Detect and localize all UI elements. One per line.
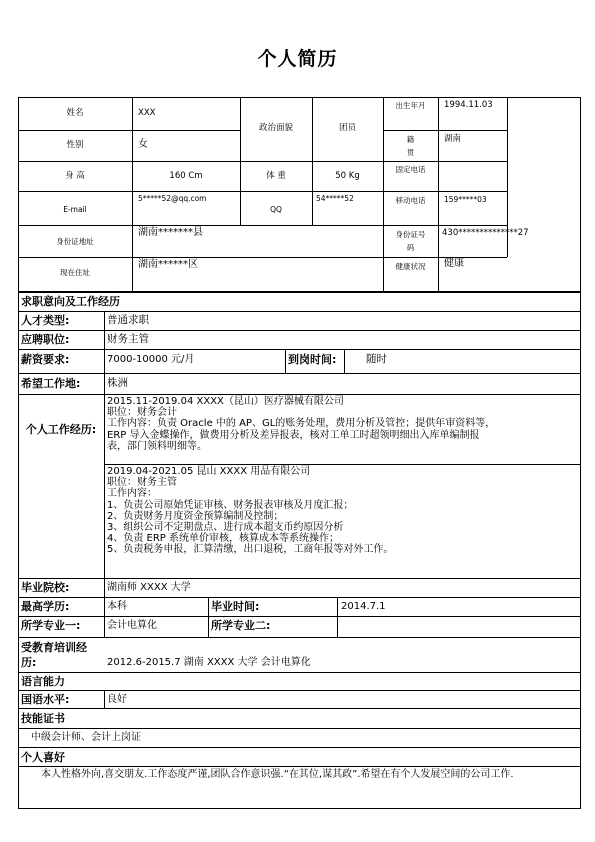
weight-value: 50 Kg bbox=[335, 171, 360, 181]
native-value: 湖南 bbox=[444, 134, 462, 144]
gender-value: 女 bbox=[138, 139, 148, 150]
job-1-line: 职位：财务会计 bbox=[107, 407, 177, 419]
major-2-label: 所学专业二: bbox=[211, 619, 271, 632]
major-1-value: 会计电算化 bbox=[107, 620, 157, 631]
job-2-line: 2、负责财务月度资金预算编制及控制； bbox=[107, 510, 284, 522]
qq-label: QQ bbox=[270, 205, 282, 214]
height-value: 160 Cm bbox=[169, 171, 203, 181]
arrival-label: 到岗时间: bbox=[288, 353, 337, 366]
page-title: 个人简历 bbox=[257, 48, 338, 70]
experience-label-text: 个人工作经历: bbox=[25, 423, 97, 436]
current-address-label: 现在住址 bbox=[60, 268, 90, 277]
degree-label: 最高学历: bbox=[21, 600, 70, 613]
gender-label: 性别 bbox=[66, 140, 84, 150]
mobile-label bbox=[383, 194, 438, 207]
training-label: 受教育培训经 bbox=[21, 641, 87, 654]
id-number-value: 430**************27 bbox=[442, 228, 529, 238]
job-2-line: 3、组织公司不定期盘点、进行成本超支币约原因分析 bbox=[107, 522, 344, 533]
certs-value: 中级会计师、会计上岗证 bbox=[31, 732, 141, 743]
location-value: 株洲 bbox=[107, 377, 128, 389]
position-value: 财务主管 bbox=[107, 333, 149, 345]
language-section-title: 语言能力 bbox=[21, 675, 65, 688]
talent-type-value: 普通求职 bbox=[107, 314, 149, 326]
graduation-value: 2014.7.1 bbox=[341, 601, 386, 612]
current-address-value: 湖南******区 bbox=[138, 259, 198, 270]
hobby-value: 本人性格外向,喜交朋友.工作态度严谨,团队合作意识强.“在其位,谋其政”.希望在有个人发展空间的公司工作. bbox=[41, 769, 514, 780]
health-label-text: 健康状况 bbox=[395, 262, 426, 271]
degree-value: 本科 bbox=[107, 601, 127, 612]
job-1-line: ERP 导入金蝶操作，做费用分析及差异报表，核对工单工时超领明细出入库单编制报 bbox=[107, 429, 480, 441]
id-number-label-text: 身份证号码 bbox=[395, 230, 426, 252]
graduation-label: 毕业时间: bbox=[211, 600, 260, 613]
mandarin-label: 国语水平: bbox=[21, 693, 70, 706]
job-1-line: 表，部门领料明细等。 bbox=[107, 440, 207, 452]
job-2-line: 2019.04-2021.05 昆山 XXXX 用品有限公司 bbox=[107, 466, 311, 477]
arrival-value: 随时 bbox=[366, 353, 387, 365]
id-number-label bbox=[383, 228, 438, 254]
hobby-section-title: 个人喜好 bbox=[21, 751, 65, 764]
mandarin-value: 良好 bbox=[107, 694, 127, 705]
school-label: 毕业院校: bbox=[21, 581, 70, 594]
mobile-value: 159*****03 bbox=[444, 195, 487, 204]
location-label: 希望工作地: bbox=[21, 377, 81, 390]
political-value: 团员 bbox=[338, 123, 356, 133]
id-address-label: 身份证地址 bbox=[56, 237, 94, 246]
id-address-value: 湖南*******县 bbox=[138, 227, 203, 238]
job-2-line: 职位：财务主管 bbox=[107, 477, 177, 489]
mobile-label-text: 移动电话 bbox=[395, 196, 426, 205]
birth-label bbox=[383, 99, 438, 112]
email-label: E-mail bbox=[63, 205, 87, 214]
job-2-line: 工作内容： bbox=[107, 488, 157, 500]
native-label bbox=[383, 133, 438, 159]
qq-value: 54*****52 bbox=[316, 194, 354, 203]
salary-value: 7000-10000 元/月 bbox=[107, 354, 195, 365]
health-label bbox=[383, 260, 438, 273]
job-2-line: 5、负责税务申报，汇算清缴，出口退税，工商年报等对外工作。 bbox=[107, 544, 394, 556]
training-value: 2012.6-2015.7 湖南 XXXX 大学 会计电算化 bbox=[107, 657, 311, 668]
job-1-line: 2015.11-2019.04 XXXX（昆山）医疗器械有限公司 bbox=[107, 396, 344, 407]
job-2-line: 4、负责 ERP 系统单价审核，核算成本等系统操作； bbox=[107, 533, 340, 545]
phone-label-text: 固定电话 bbox=[395, 165, 426, 174]
salary-label: 薪资要求: bbox=[21, 353, 70, 366]
health-value: 健康 bbox=[444, 258, 464, 269]
job-1-line: 工作内容：负责 Oracle 中的 AP、GL的账务处理，费用分析及管控；提供年审资料等， bbox=[107, 418, 496, 430]
position-label: 应聘职位: bbox=[21, 333, 70, 346]
birth-label-text: 出生年月 bbox=[395, 101, 426, 110]
weight-label: 体 重 bbox=[266, 171, 286, 181]
phone-label bbox=[383, 163, 438, 176]
name-value: XXX bbox=[138, 108, 156, 118]
school-value: 湖南师 XXXX 大学 bbox=[107, 582, 191, 593]
political-label: 政治面貌 bbox=[258, 123, 293, 133]
training-label-cont: 历: bbox=[21, 656, 37, 669]
talent-type-label: 人才类型: bbox=[21, 314, 70, 327]
certs-section-title: 技能证书 bbox=[21, 712, 65, 725]
height-label bbox=[18, 171, 132, 182]
email-value: 5*****52@qq.com bbox=[138, 194, 207, 203]
birth-value: 1994.11.03 bbox=[444, 100, 493, 110]
major-1-label: 所学专业一: bbox=[21, 619, 81, 632]
intent-section-title: 求职意向及工作经历 bbox=[21, 295, 120, 308]
height-label-text: 身 高 bbox=[65, 171, 85, 181]
native-label-text: 籍贯 bbox=[406, 135, 415, 157]
name-label: 姓名 bbox=[66, 108, 84, 118]
experience-label bbox=[25, 423, 97, 437]
job-2-line: 1、负责公司原始凭证审核、财务报表审核及月度汇报； bbox=[107, 499, 354, 511]
